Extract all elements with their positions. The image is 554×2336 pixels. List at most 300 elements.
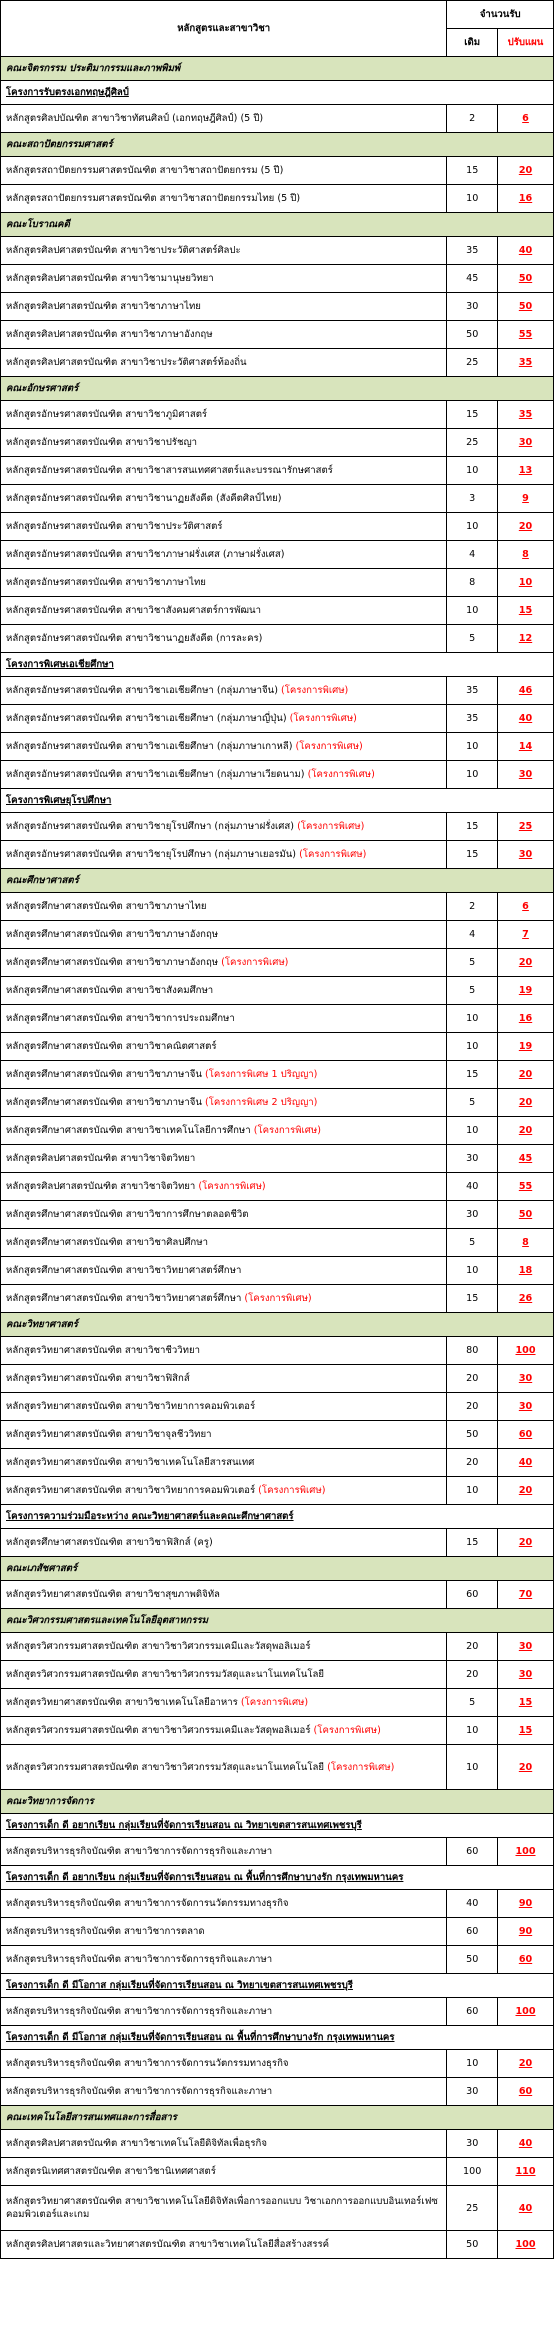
old-quota-cell: 15 — [447, 1529, 498, 1557]
new-quota-value: 60 — [518, 1429, 533, 1440]
new-quota-value: 15 — [518, 1697, 533, 1708]
old-quota-cell: 25 — [447, 429, 498, 457]
table-row — [1, 105, 554, 133]
old-quota-cell: 15 — [447, 841, 498, 869]
project-name: โครงการพิเศษเอเชียศึกษา — [1, 653, 554, 677]
old-quota-cell: 5 — [447, 1089, 498, 1117]
table-row — [1, 597, 554, 625]
program-name: หลักสูตรอักษรศาสตรบัณฑิต สาขาวิชาปรัชญา — [6, 437, 198, 448]
new-quota-value: 19 — [518, 1041, 533, 1052]
new-quota-cell — [498, 1946, 554, 1974]
program-name: หลักสูตรศิลปศาสตรบัณฑิต สาขาวิชาจิตวิทยา — [6, 1153, 196, 1164]
program-name: หลักสูตรอักษรศาสตรบัณฑิต สาขาวิชานาฏยสังคีต (การละคร) — [6, 633, 263, 644]
special-project-note: (โครงการพิเศษ) — [258, 1485, 326, 1496]
table-row — [1, 1033, 554, 1061]
special-project-note: (โครงการพิเศษ) — [327, 1761, 395, 1773]
table-row — [1, 2078, 554, 2106]
program-cell — [1, 1393, 447, 1421]
table-row — [1, 1581, 554, 1609]
new-quota-value: 50 — [518, 1209, 533, 1220]
new-quota-value: 90 — [518, 1898, 533, 1909]
new-quota-value: 10 — [518, 577, 533, 588]
new-quota-value: 35 — [518, 357, 533, 368]
new-quota-cell — [498, 1918, 554, 1946]
new-quota-cell — [498, 813, 554, 841]
new-column-header: ปรับแผน — [498, 29, 554, 57]
table-row — [1, 321, 554, 349]
new-quota-value: 18 — [518, 1265, 533, 1276]
new-quota-value: 6 — [522, 113, 529, 124]
project-header-row — [1, 1814, 554, 1838]
table-row — [1, 1661, 554, 1689]
table-row — [1, 1117, 554, 1145]
new-quota-value: 20 — [518, 2058, 533, 2069]
new-quota-value: 70 — [518, 1589, 533, 1600]
program-cell — [1, 1365, 447, 1393]
program-name: หลักสูตรบริหารธุรกิจบัณฑิต สาขาวิชาการจัดการธุรกิจและภาษา — [6, 1846, 273, 1857]
program-name: หลักสูตรวิศวกรรมศาสตรบัณฑิต สาขาวิชาวิศวกรรมเคมีและวัสดุพอลิเมอร์ — [6, 1725, 311, 1736]
old-quota-cell: 35 — [447, 677, 498, 705]
new-quota-cell — [498, 733, 554, 761]
new-quota-value: 20 — [518, 521, 533, 532]
new-quota-cell — [498, 265, 554, 293]
new-quota-cell — [498, 1257, 554, 1285]
faculty-name: คณะศึกษาศาสตร์ — [1, 869, 554, 893]
old-quota-cell: 10 — [447, 185, 498, 213]
new-quota-value: 40 — [518, 1457, 533, 1468]
program-cell — [1, 349, 447, 377]
table-row — [1, 185, 554, 213]
old-quota-cell: 5 — [447, 949, 498, 977]
new-quota-cell — [498, 761, 554, 789]
old-quota-cell: 10 — [447, 733, 498, 761]
program-name: หลักสูตรอักษรศาสตรบัณฑิต สาขาวิชาภาษาฝรั่งเศส (ภาษาฝรั่งเศส) — [6, 549, 285, 560]
new-quota-value: 20 — [518, 1537, 533, 1548]
table-row — [1, 157, 554, 185]
new-quota-cell — [498, 321, 554, 349]
table-row — [1, 293, 554, 321]
table-row — [1, 1529, 554, 1557]
new-quota-value: 6 — [522, 901, 529, 912]
new-quota-value: 100 — [515, 2006, 536, 2017]
program-name: หลักสูตรวิทยาศาสตรบัณฑิต สาขาวิชาเทคโนโลยีอาหาร — [6, 1697, 238, 1708]
program-cell — [1, 185, 447, 213]
new-quota-value: 90 — [518, 1926, 533, 1937]
old-quota-cell: 10 — [447, 1117, 498, 1145]
new-quota-cell — [498, 1337, 554, 1365]
program-cell — [1, 625, 447, 653]
project-name: โครงการเด็ก ดี อยากเรียน กลุ่มเรียนที่จัดการเรียนสอน ณ วิทยาเขตสารสนเทศเพชรบุรี — [1, 1814, 554, 1838]
program-cell — [1, 1998, 447, 2026]
new-quota-value: 13 — [518, 465, 533, 476]
new-quota-value: 45 — [518, 1153, 533, 1164]
new-quota-cell — [498, 1529, 554, 1557]
program-cell — [1, 2231, 447, 2259]
old-quota-cell: 15 — [447, 813, 498, 841]
new-quota-cell — [498, 569, 554, 597]
new-quota-cell — [498, 1365, 554, 1393]
program-name: หลักสูตรศึกษาศาสตรบัณฑิต สาขาวิชาการศึกษาตลอดชีวิต — [6, 1209, 249, 1220]
table-row — [1, 2186, 554, 2231]
new-quota-value: 40 — [518, 245, 533, 256]
table-row — [1, 1633, 554, 1661]
new-quota-value: 40 — [518, 713, 533, 724]
program-cell — [1, 1661, 447, 1689]
new-quota-cell — [498, 1633, 554, 1661]
faculty-name: คณะอักษรศาสตร์ — [1, 377, 554, 401]
new-quota-cell — [498, 1421, 554, 1449]
table-row — [1, 2231, 554, 2259]
old-quota-cell: 10 — [447, 1745, 498, 1790]
table-row — [1, 349, 554, 377]
old-quota-cell: 5 — [447, 977, 498, 1005]
program-cell — [1, 597, 447, 625]
program-cell — [1, 157, 447, 185]
table-row — [1, 1717, 554, 1745]
program-name: หลักสูตรศิลปศาสตรบัณฑิต สาขาวิชาประวัติศาสตร์ศิลปะ — [6, 245, 241, 256]
table-row — [1, 1365, 554, 1393]
old-quota-cell: 35 — [447, 705, 498, 733]
faculty-name: คณะวิทยาการจัดการ — [1, 1790, 554, 1814]
new-quota-cell — [498, 349, 554, 377]
table-row — [1, 265, 554, 293]
program-name: หลักสูตรวิทยาศาสตรบัณฑิต สาขาวิชาฟิสิกส์ — [6, 1373, 190, 1384]
new-quota-cell — [498, 2050, 554, 2078]
program-name: หลักสูตรศิลปศาสตรบัณฑิต สาขาวิชาภาษาไทย — [6, 301, 201, 312]
special-project-note: (โครงการพิเศษ) — [221, 957, 289, 968]
new-quota-value: 30 — [518, 1373, 533, 1384]
table-row — [1, 1946, 554, 1974]
old-quota-cell: 20 — [447, 1393, 498, 1421]
old-quota-cell: 15 — [447, 1061, 498, 1089]
faculty-header-row — [1, 1557, 554, 1581]
old-quota-cell: 20 — [447, 1633, 498, 1661]
old-quota-cell: 30 — [447, 2130, 498, 2158]
old-quota-cell: 10 — [447, 1477, 498, 1505]
old-quota-cell: 4 — [447, 921, 498, 949]
old-quota-cell: 15 — [447, 1285, 498, 1313]
project-name: โครงการเด็ก ดี มีโอกาส กลุ่มเรียนที่จัดการเรียนสอน ณ วิทยาเขตสารสนเทศเพชรบุรี — [1, 1974, 554, 1998]
new-quota-value: 20 — [518, 165, 533, 176]
program-name: หลักสูตรวิศวกรรมศาสตรบัณฑิต สาขาวิชาวิศวกรรมวัสดุและนาโนเทคโนโลยี — [6, 1761, 325, 1773]
program-name: หลักสูตรศึกษาศาสตรบัณฑิต สาขาวิชาสังคมศึกษา — [6, 985, 214, 996]
table-row — [1, 977, 554, 1005]
old-quota-cell: 15 — [447, 401, 498, 429]
program-cell — [1, 893, 447, 921]
new-quota-value: 60 — [518, 2086, 533, 2097]
program-name: หลักสูตรวิทยาศาสตรบัณฑิต สาขาวิชาจุลชีววิทยา — [6, 1429, 212, 1440]
old-quota-cell: 30 — [447, 2078, 498, 2106]
program-cell — [1, 1946, 447, 1974]
program-cell — [1, 569, 447, 597]
program-cell — [1, 761, 447, 789]
program-cell — [1, 2078, 447, 2106]
table-row — [1, 705, 554, 733]
program-cell — [1, 977, 447, 1005]
program-cell — [1, 2130, 447, 2158]
project-name: โครงการพิเศษยุโรปศึกษา — [1, 789, 554, 813]
new-quota-cell — [498, 2231, 554, 2259]
table-row — [1, 761, 554, 789]
new-quota-cell — [498, 185, 554, 213]
new-quota-cell — [498, 2158, 554, 2186]
program-name: หลักสูตรศิลปศาสตรและวิทยาศาสตรบัณฑิต สาขาวิชาเทคโนโลยีสื่อสร้างสรรค์ — [6, 2239, 330, 2250]
new-quota-cell — [498, 1717, 554, 1745]
special-project-note: (โครงการพิเศษ) — [299, 849, 367, 860]
special-project-note: (โครงการพิเศษ) — [281, 685, 349, 696]
program-name: หลักสูตรอักษรศาสตรบัณฑิต สาขาวิชาเอเชียศึกษา (กลุ่มภาษาเวียดนาม) — [6, 769, 305, 780]
program-name: หลักสูตรบริหารธุรกิจบัณฑิต สาขาวิชาการตลาด — [6, 1926, 205, 1937]
new-quota-value: 20 — [518, 1069, 533, 1080]
table-row — [1, 1145, 554, 1173]
new-quota-value: 110 — [515, 2166, 536, 2177]
project-header-row — [1, 653, 554, 677]
new-quota-value: 12 — [518, 633, 533, 644]
old-quota-cell: 10 — [447, 457, 498, 485]
old-quota-cell: 4 — [447, 541, 498, 569]
special-project-note: (โครงการพิเศษ) — [198, 1181, 266, 1192]
program-cell — [1, 1117, 447, 1145]
program-name: หลักสูตรศิลปศาสตรบัณฑิต สาขาวิชาจิตวิทยา — [6, 1181, 196, 1192]
program-cell — [1, 677, 447, 705]
new-quota-value: 100 — [515, 2239, 536, 2250]
new-quota-value: 8 — [522, 549, 529, 560]
program-cell — [1, 1421, 447, 1449]
special-project-note: (โครงการพิเศษ 1 ปริญญา) — [204, 1069, 318, 1080]
new-quota-cell — [498, 541, 554, 569]
program-name: หลักสูตรวิทยาศาสตรบัณฑิต สาขาวิชาวิทยาการคอมพิวเตอร์ — [6, 1401, 256, 1412]
new-quota-value: 16 — [518, 1013, 533, 1024]
faculty-header-row — [1, 213, 554, 237]
program-name: หลักสูตรอักษรศาสตรบัณฑิต สาขาวิชาเอเชียศึกษา (กลุ่มภาษาเกาหลี) — [6, 741, 293, 752]
new-quota-value: 30 — [518, 1669, 533, 1680]
new-quota-cell — [498, 841, 554, 869]
old-quota-cell: 50 — [447, 1946, 498, 1974]
program-name: หลักสูตรนิเทศศาสตรบัณฑิต สาขาวิชานิเทศศาสตร์ — [6, 2166, 216, 2177]
faculty-name: คณะวิทยาศาสตร์ — [1, 1313, 554, 1337]
program-cell — [1, 1033, 447, 1061]
table-row — [1, 1229, 554, 1257]
new-quota-value: 100 — [515, 1345, 536, 1356]
program-cell — [1, 1449, 447, 1477]
new-quota-cell — [498, 677, 554, 705]
special-project-note: (โครงการพิเศษ) — [240, 1697, 309, 1708]
program-cell — [1, 1890, 447, 1918]
old-quota-cell: 50 — [447, 1421, 498, 1449]
program-name: หลักสูตรศึกษาศาสตรบัณฑิต สาขาวิชาภาษาไทย — [6, 901, 207, 912]
old-quota-cell: 60 — [447, 1838, 498, 1866]
old-quota-cell: 20 — [447, 1365, 498, 1393]
table-row — [1, 513, 554, 541]
new-quota-value: 35 — [518, 409, 533, 420]
new-quota-value: 30 — [518, 437, 533, 448]
program-cell — [1, 105, 447, 133]
program-column-header: หลักสูตรและสาขาวิชา — [1, 1, 447, 57]
old-quota-cell: 2 — [447, 893, 498, 921]
new-quota-value: 25 — [518, 821, 533, 832]
new-quota-cell — [498, 1089, 554, 1117]
new-quota-cell — [498, 1173, 554, 1201]
special-project-note: (โครงการพิเศษ) — [244, 1293, 312, 1304]
program-name: หลักสูตรสถาปัตยกรรมศาสตรบัณฑิต สาขาวิชาสถาปัตยกรรมไทย (5 ปี) — [6, 193, 301, 204]
old-quota-cell: 10 — [447, 1257, 498, 1285]
new-quota-value: 20 — [518, 1761, 533, 1773]
table-row — [1, 1449, 554, 1477]
program-name: หลักสูตรอักษรศาสตรบัณฑิต สาขาวิชาประวัติศาสตร์ — [6, 521, 223, 532]
program-cell — [1, 1005, 447, 1033]
program-cell — [1, 1285, 447, 1313]
project-header-row — [1, 789, 554, 813]
old-quota-cell: 20 — [447, 1661, 498, 1689]
new-quota-cell — [498, 1581, 554, 1609]
program-name: หลักสูตรศึกษาศาสตรบัณฑิต สาขาวิชาการประถมศึกษา — [6, 1013, 235, 1024]
table-row — [1, 2130, 554, 2158]
old-quota-cell: 25 — [447, 349, 498, 377]
table-row — [1, 485, 554, 513]
new-quota-cell — [498, 1393, 554, 1421]
table-row — [1, 1201, 554, 1229]
table-row — [1, 1745, 554, 1790]
old-quota-cell: 30 — [447, 293, 498, 321]
new-quota-cell — [498, 949, 554, 977]
project-header-row — [1, 2026, 554, 2050]
program-cell — [1, 1229, 447, 1257]
program-name: หลักสูตรศิลปศาสตรบัณฑิต สาขาวิชาเทคโนโลยีดิจิทัลเพื่อธุรกิจ — [6, 2138, 267, 2149]
table-row — [1, 1061, 554, 1089]
new-quota-value: 20 — [518, 1125, 533, 1136]
old-quota-cell: 10 — [447, 597, 498, 625]
old-quota-cell: 45 — [447, 265, 498, 293]
project-header-row — [1, 1866, 554, 1890]
table-row — [1, 677, 554, 705]
old-quota-cell: 80 — [447, 1337, 498, 1365]
new-quota-value: 8 — [522, 1237, 529, 1248]
program-name: หลักสูตรบริหารธุรกิจบัณฑิต สาขาวิชาการจัดการธุรกิจและภาษา — [6, 2006, 273, 2017]
program-name: หลักสูตรศึกษาศาสตรบัณฑิต สาขาวิชาเทคโนโลยีการศึกษา — [6, 1125, 251, 1136]
new-quota-cell — [498, 1201, 554, 1229]
old-quota-cell: 100 — [447, 2158, 498, 2186]
faculty-header-row — [1, 377, 554, 401]
program-cell — [1, 1529, 447, 1557]
program-name: หลักสูตรศึกษาศาสตรบัณฑิต สาขาวิชาวิทยาศาสตร์ศึกษา — [6, 1293, 242, 1304]
new-quota-value: 20 — [518, 1097, 533, 1108]
faculty-header-row — [1, 869, 554, 893]
new-quota-cell — [498, 1998, 554, 2026]
old-quota-cell: 50 — [447, 321, 498, 349]
old-quota-cell: 60 — [447, 1918, 498, 1946]
new-quota-value: 40 — [518, 2138, 533, 2149]
project-name: โครงการเด็ก ดี อยากเรียน กลุ่มเรียนที่จัดการเรียนสอน ณ พื้นที่การศึกษาบางรัก กรุงเทพมหานคร — [1, 1866, 554, 1890]
table-row — [1, 1689, 554, 1717]
old-quota-cell: 25 — [447, 2186, 498, 2231]
new-quota-value: 55 — [518, 1181, 533, 1192]
program-cell — [1, 429, 447, 457]
program-cell — [1, 1201, 447, 1229]
faculty-name: คณะโบราณคดี — [1, 213, 554, 237]
faculty-header-row — [1, 2106, 554, 2130]
program-name: หลักสูตรศิลปศาสตรบัณฑิต สาขาวิชาภาษาอังกฤษ — [6, 329, 213, 340]
new-quota-cell — [498, 1890, 554, 1918]
program-name: หลักสูตรสถาปัตยกรรมศาสตรบัณฑิต สาขาวิชาสถาปัตยกรรม (5 ปี) — [6, 165, 284, 176]
program-name: หลักสูตรบริหารธุรกิจบัณฑิต สาขาวิชาการจัดการธุรกิจและภาษา — [6, 2086, 273, 2097]
old-column-header: เดิม — [447, 29, 498, 57]
program-cell — [1, 1061, 447, 1089]
new-quota-cell — [498, 977, 554, 1005]
program-name: หลักสูตรบริหารธุรกิจบัณฑิต สาขาวิชาการจัดการนวัตกรรมทางธุรกิจ — [6, 2058, 289, 2069]
program-name: หลักสูตรอักษรศาสตรบัณฑิต สาขาวิชานาฏยสังคีต (สังคีตศิลป์ไทย) — [6, 493, 282, 504]
new-quota-cell — [498, 1477, 554, 1505]
program-cell — [1, 1477, 447, 1505]
special-project-note: (โครงการพิเศษ) — [289, 713, 357, 724]
old-quota-cell: 10 — [447, 761, 498, 789]
table-row — [1, 1477, 554, 1505]
old-quota-cell: 10 — [447, 513, 498, 541]
faculty-header-row — [1, 1609, 554, 1633]
new-quota-cell — [498, 705, 554, 733]
old-quota-cell: 50 — [447, 2231, 498, 2259]
project-header-row — [1, 1974, 554, 1998]
new-quota-cell — [498, 513, 554, 541]
program-cell — [1, 513, 447, 541]
special-project-note: (โครงการพิเศษ) — [295, 741, 363, 752]
old-quota-cell: 15 — [447, 157, 498, 185]
new-quota-cell — [498, 1745, 554, 1790]
new-quota-value: 50 — [518, 301, 533, 312]
new-quota-cell — [498, 2078, 554, 2106]
program-name: หลักสูตรอักษรศาสตรบัณฑิต สาขาวิชาสารสนเทศศาสตร์และบรรณารักษศาสตร์ — [6, 465, 333, 476]
new-quota-value: 50 — [518, 273, 533, 284]
program-name: หลักสูตรศิลปบัณฑิต สาขาวิชาทัศนศิลป์ (เอกทฤษฎีศิลป์) (5 ปี) — [6, 113, 264, 124]
table-row — [1, 733, 554, 761]
table-row — [1, 2050, 554, 2078]
table-row — [1, 1393, 554, 1421]
table-row — [1, 1337, 554, 1365]
new-quota-value: 16 — [518, 193, 533, 204]
old-quota-cell: 35 — [447, 237, 498, 265]
program-cell — [1, 949, 447, 977]
program-cell — [1, 1745, 447, 1790]
faculty-header-row — [1, 133, 554, 157]
new-quota-value: 20 — [518, 1485, 533, 1496]
new-quota-value: 60 — [518, 1954, 533, 1965]
program-name: หลักสูตรวิทยาศาสตรบัณฑิต สาขาวิชาชีววิทยา — [6, 1345, 201, 1356]
new-quota-cell — [498, 1117, 554, 1145]
old-quota-cell: 30 — [447, 1201, 498, 1229]
project-name: โครงการเด็ก ดี มีโอกาส กลุ่มเรียนที่จัดการเรียนสอน ณ พื้นที่การศึกษาบางรัก กรุงเทพมหานคร — [1, 2026, 554, 2050]
program-name: หลักสูตรวิทยาศาสตรบัณฑิต สาขาวิชาวิทยาการคอมพิวเตอร์ — [6, 1485, 256, 1496]
old-quota-cell: 5 — [447, 1229, 498, 1257]
program-cell — [1, 237, 447, 265]
table-row — [1, 1089, 554, 1117]
new-quota-value: 55 — [518, 329, 533, 340]
program-name: หลักสูตรศึกษาศาสตรบัณฑิต สาขาวิชาภาษาอังกฤษ — [6, 957, 219, 968]
table-body — [1, 57, 554, 2259]
new-quota-value: 30 — [518, 1641, 533, 1652]
old-quota-cell: 8 — [447, 569, 498, 597]
program-cell — [1, 1089, 447, 1117]
new-quota-value: 26 — [518, 1293, 533, 1304]
count-column-header: จำนวนรับ — [447, 1, 554, 29]
faculty-name: คณะเทคโนโลยีสารสนเทศและการสื่อสาร — [1, 2106, 554, 2130]
old-quota-cell: 40 — [447, 1173, 498, 1201]
new-quota-cell — [498, 921, 554, 949]
program-name: หลักสูตรอักษรศาสตรบัณฑิต สาขาวิชายุโรปศึกษา (กลุ่มภาษาเยอรมัน) — [6, 849, 297, 860]
old-quota-cell: 10 — [447, 1005, 498, 1033]
new-quota-cell — [498, 457, 554, 485]
new-quota-cell — [498, 597, 554, 625]
program-cell — [1, 1838, 447, 1866]
project-name: โครงการรับตรงเอกทฤษฎีศิลป์ — [1, 81, 554, 105]
